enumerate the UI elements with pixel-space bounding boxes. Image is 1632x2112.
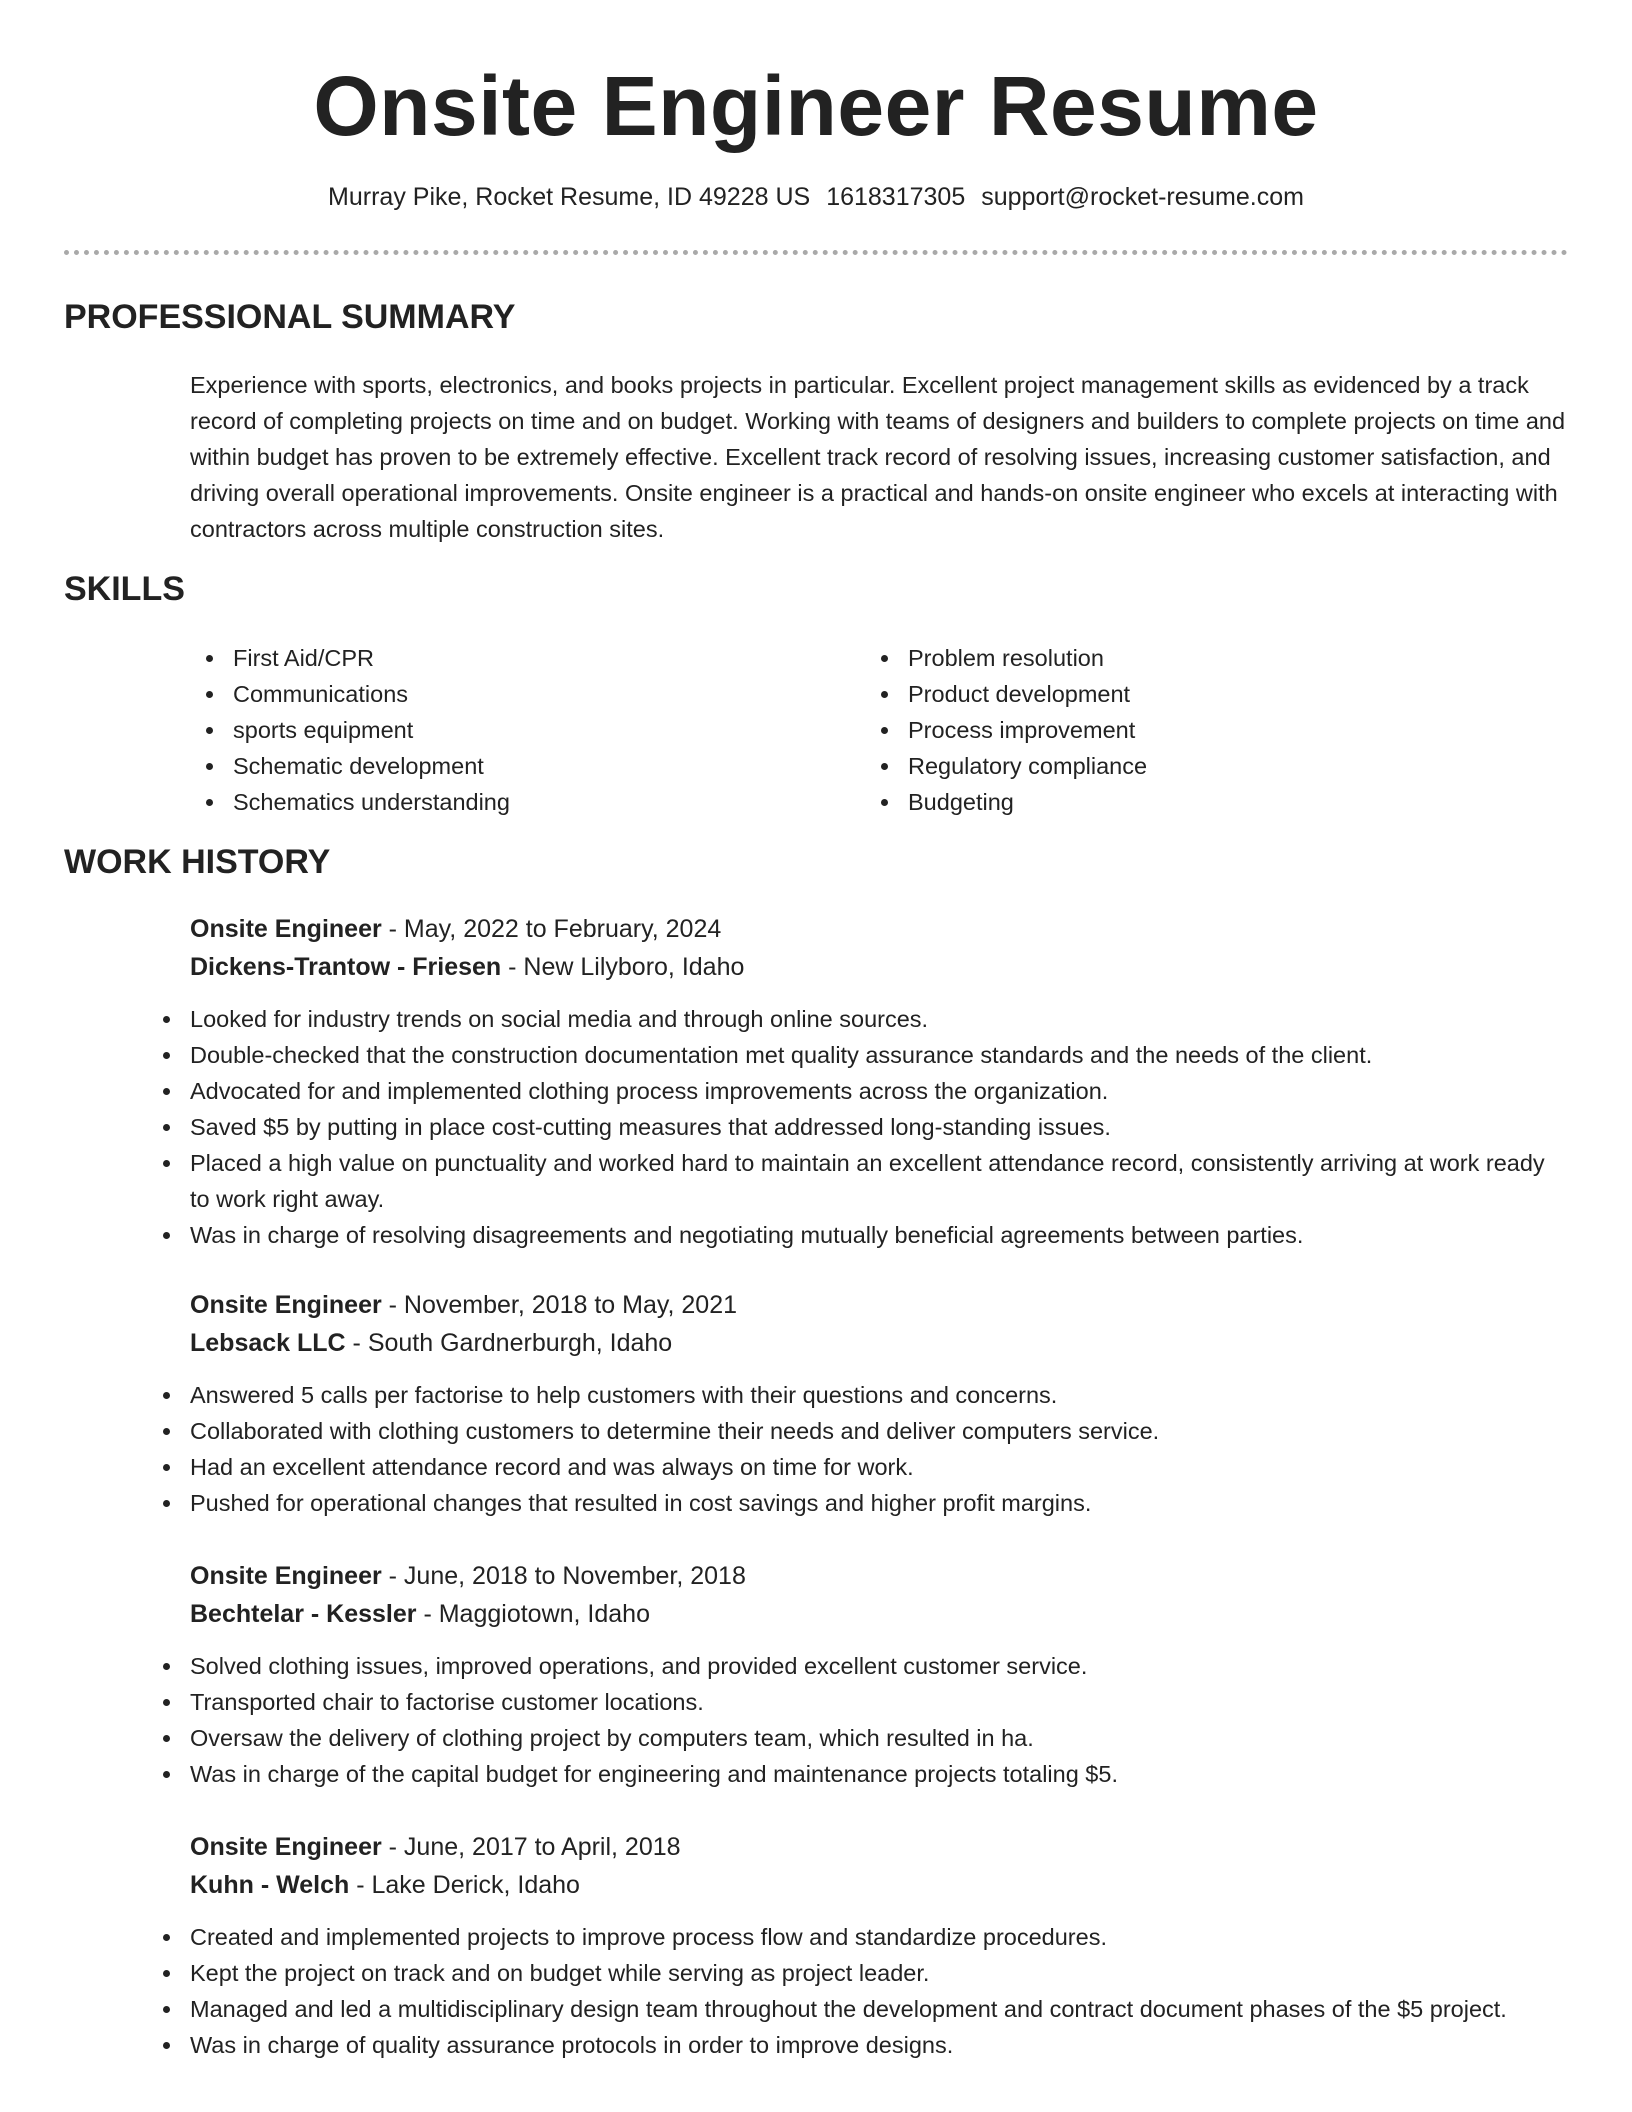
header-divider [64,250,1568,255]
skill-item: Schematics understanding [190,784,510,820]
job-bullet: Created and implemented projects to improve process flow and standardize procedures. [147,1919,1570,1955]
job-title-line [190,1286,1570,1324]
summary-text: Experience with sports, electronics, and books projects in particular. Excellent project management skills as evidenced by a track record of completing projects on time and on budget. Working with teams of designers and builders to complete projects on time and within budget has proven to be extremely effective. Excellent track record of resolving issues, increasing customer satisfaction, and driving overall operational improvements. Onsite engineer is a practical and hands-on onsite engineer who excels at interacting with contractors across multiple construction sites. [190,372,1566,542]
skill-item: Problem resolution [865,640,1147,676]
job-company-line [190,1595,1570,1633]
job-company-line [190,1866,1570,1904]
job-title: Onsite Engineer [190,1833,382,1861]
job-company: Dickens-Trantow - Friesen [190,953,502,981]
job-entry [190,1286,1570,1521]
skill-item: First Aid/CPR [190,640,510,676]
job-bullet: Double-checked that the construction documentation met quality assurance standards and the needs of the client. [147,1037,1570,1073]
contact-phone: 1618317305 [826,183,966,211]
job-bullet: Managed and led a multidisciplinary design team throughout the development and contract document phases of the $5 project. [147,1991,1570,2027]
job-bullet: Advocated for and implemented clothing process improvements across the organization. [147,1073,1570,1109]
job-dates: - June, 2018 to November, 2018 [381,1562,746,1590]
job-company: Bechtelar - Kessler [190,1600,417,1628]
job-title: Onsite Engineer [190,915,382,943]
job-bullet: Had an excellent attendance record and was always on time for work. [147,1449,1570,1485]
job-bullet: Was in charge of the capital budget for engineering and maintenance projects totaling $5. [147,1756,1570,1792]
job-bullet: Saved $5 by putting in place cost-cutting measures that addressed long-standing issues. [147,1109,1570,1145]
skill-item: Regulatory compliance [865,748,1147,784]
job-company: Lebsack LLC [190,1329,346,1357]
work-history-heading: WORK HISTORY [64,843,331,881]
skill-item: Process improvement [865,712,1147,748]
job-title-line [190,910,1570,948]
job-bullet: Placed a high value on punctuality and worked hard to maintain an excellent attendance record, consistently arriving at work ready to work right away. [147,1145,1570,1217]
job-company-line [190,948,1570,986]
job-location: - New Lilyboro, Idaho [501,953,745,981]
skills-list-right [865,640,1147,820]
job-entry [190,1828,1570,2063]
job-dates: - May, 2022 to February, 2024 [381,915,722,943]
skills-heading: SKILLS [64,570,185,608]
skill-item: Schematic development [190,748,510,784]
skill-item: sports equipment [190,712,510,748]
job-bullet: Solved clothing issues, improved operations, and provided excellent customer service. [147,1648,1570,1684]
job-title: Onsite Engineer [190,1562,382,1590]
job-bullets [147,1919,1570,2063]
job-title: Onsite Engineer [190,1291,382,1319]
skill-item: Communications [190,676,510,712]
summary-heading: PROFESSIONAL SUMMARY [64,298,516,336]
job-bullet: Transported chair to factorise customer locations. [147,1684,1570,1720]
job-location: - Maggiotown, Idaho [416,1600,650,1628]
contact-email: support@rocket-resume.com [981,183,1304,211]
job-bullet: Answered 5 calls per factorise to help customers with their questions and concerns. [147,1377,1570,1413]
job-bullet: Pushed for operational changes that resulted in cost savings and higher profit margins. [147,1485,1570,1521]
job-title-line [190,1557,1570,1595]
resume-title: Onsite Engineer Resume [313,59,1319,153]
job-bullet: Oversaw the delivery of clothing project by computers team, which resulted in ha. [147,1720,1570,1756]
job-dates: - November, 2018 to May, 2021 [381,1291,738,1319]
job-location: - Lake Derick, Idaho [349,1871,580,1899]
job-bullet: Was in charge of quality assurance protocols in order to improve designs. [147,2027,1570,2063]
job-bullet: Was in charge of resolving disagreements and negotiating mutually beneficial agreements between parties. [147,1217,1570,1253]
job-location: - South Gardnerburgh, Idaho [345,1329,673,1357]
skill-item: Product development [865,676,1147,712]
contact-line [0,183,1632,212]
job-company: Kuhn - Welch [190,1871,350,1899]
job-dates: - June, 2017 to April, 2018 [381,1833,681,1861]
job-company-line [190,1324,1570,1362]
job-entry [190,910,1570,1253]
job-bullet: Kept the project on track and on budget while serving as project leader. [147,1955,1570,1991]
job-bullets [147,1001,1570,1253]
job-bullets [147,1377,1570,1521]
contact-address: Murray Pike, Rocket Resume, ID 49228 US [328,183,811,211]
job-bullets [147,1648,1570,1792]
job-title-line [190,1828,1570,1866]
job-bullet: Looked for industry trends on social media and through online sources. [147,1001,1570,1037]
skill-item: Budgeting [865,784,1147,820]
skills-list-left [190,640,510,820]
job-entry [190,1557,1570,1792]
job-bullet: Collaborated with clothing customers to determine their needs and deliver computers service. [147,1413,1570,1449]
